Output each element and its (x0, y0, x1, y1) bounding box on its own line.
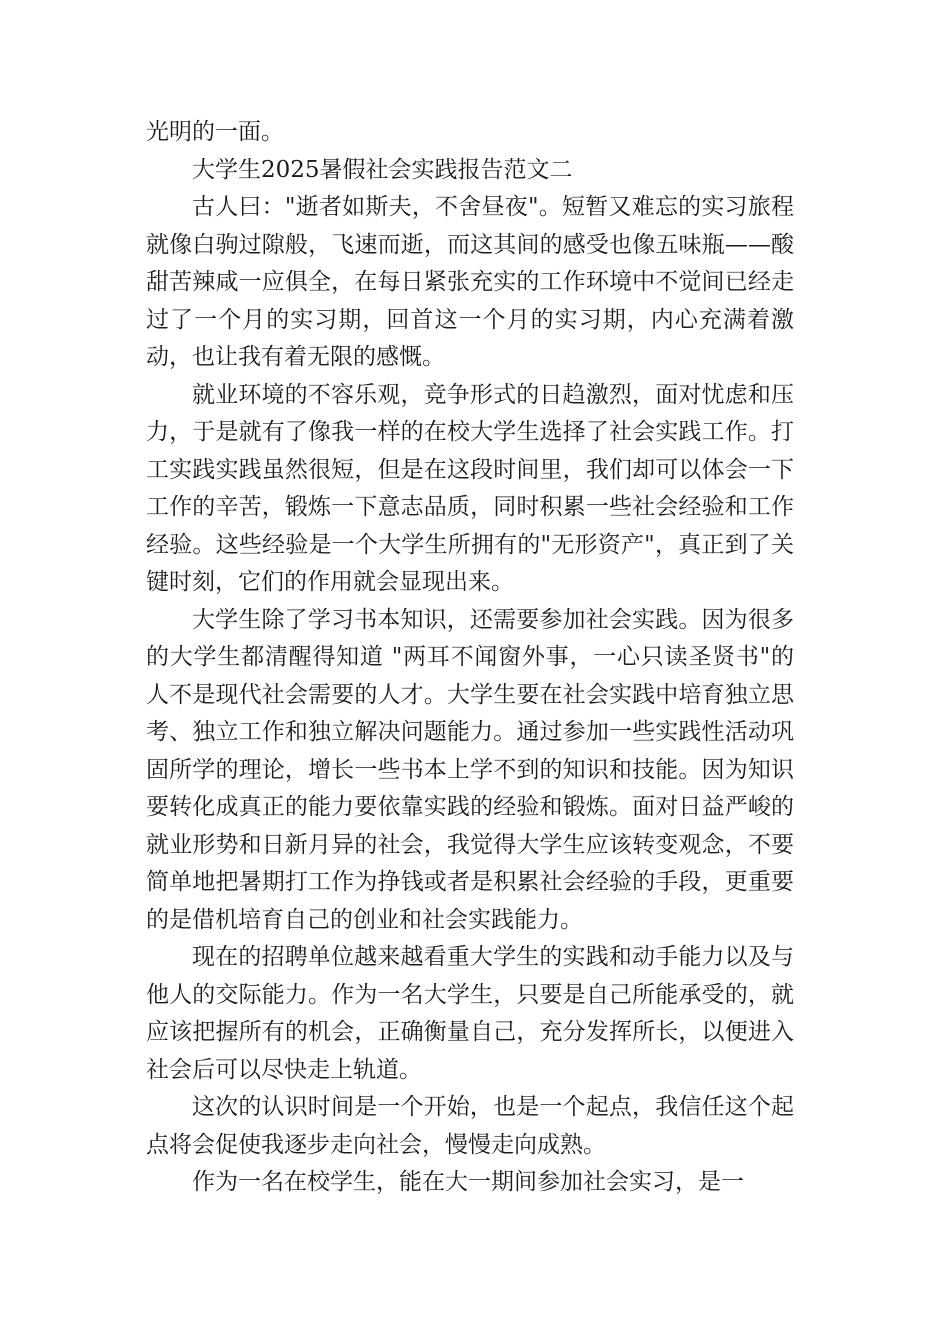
document-page (146, 114, 794, 1202)
paragraph: 古人曰："逝者如斯夫，不舍昼夜"。短暂又难忘的实习旅程就像白驹过隙般，飞速而逝，而这其间的感受也像五味瓶——酸甜苦辣咸一应俱全，在每日紧张充实的工作环境中不觉间已经走过了一个月的实习期，回首这一个月的实习期，内心充满着激动，也让我有着无限的感慨。 (146, 194, 794, 370)
paragraph: 就业环境的不容乐观，竞争形式的日趋激烈，面对忧虑和压力，于是就有了像我一样的在校大学生选择了社会实践工作。打工实践实践虽然很短，但是在这段时间里，我们却可以体会一下工作的辛苦，锻炼一下意志品质，同时积累一些社会经验和工作经验。这些经验是一个大学生所拥有的"无形资产"，真正到了关键时刻，它们的作用就会显现出来。 (146, 381, 794, 595)
paragraph: 这次的认识时间是一个开始，也是一个起点，我信任这个起点将会促使我逐步走向社会，慢慢走向成熟。 (146, 1094, 794, 1158)
section-heading: 大学生2025暑假社会实践报告范文二 (192, 156, 573, 183)
paragraph-closing-line: 光明的一面。 (146, 119, 284, 145)
paragraph: 作为一名在校学生，能在大一期间参加社会实习，是一 (192, 1169, 744, 1195)
paragraph: 大学生除了学习书本知识，还需要参加社会实践。因为很多的大学生都清醒得知道 "两耳不闻窗外事，一心只读圣贤书"的人不是现代社会需要的人才。大学生要在社会实践中培育独立思考、独立工作和独立解决问题能力。通过参加一些实践性活动巩固所学的理论，增长一些书本上学不到的知识和技能。因为知识要转化成真正的能力要依靠实践的经验和锻炼。面对日益严峻的就业形势和日新月异的社会，我觉得大学生应该转变观念，不要简单地把暑期打工作为挣钱或者是积累社会经验的手段，更重要的是借机培育自己的创业和社会实践能力。 (146, 606, 794, 933)
paragraph: 现在的招聘单位越来越看重大学生的实践和动手能力以及与他人的交际能力。作为一名大学生，只要是自己所能承受的，就应该把握所有的机会，正确衡量自己，充分发挥所长，以便进入社会后可以尽快走上轨道。 (146, 944, 794, 1083)
